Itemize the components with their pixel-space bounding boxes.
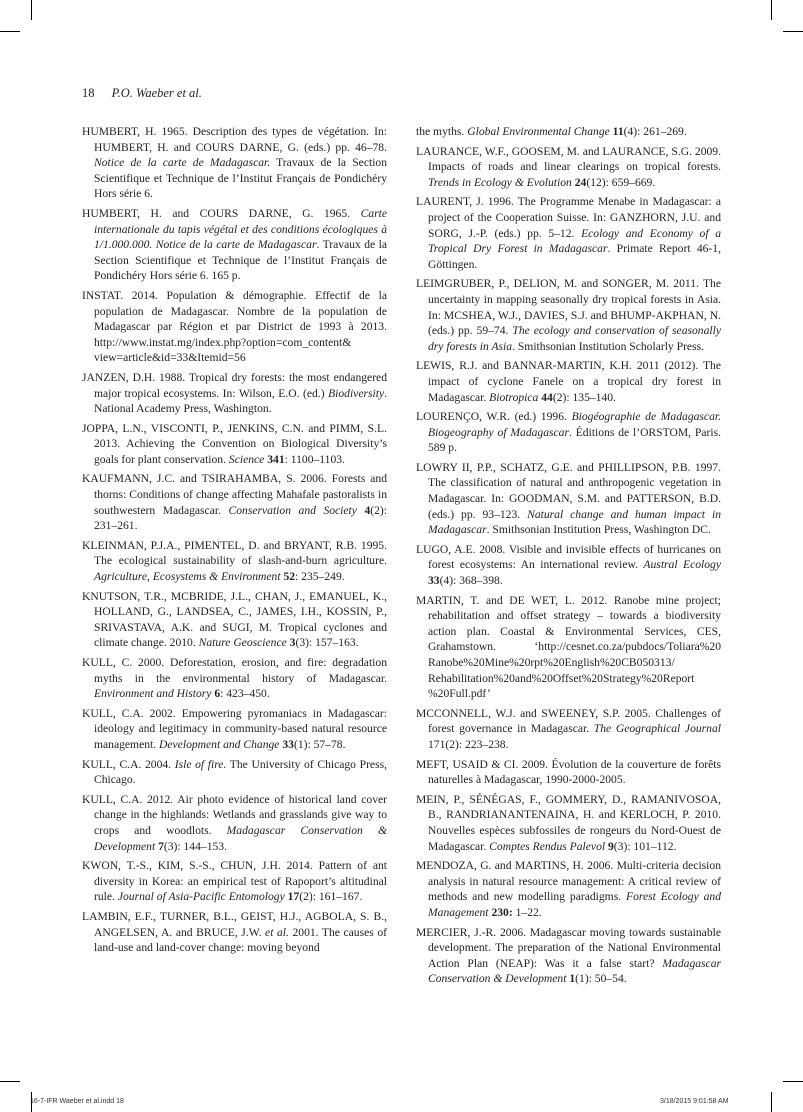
reference-title: Natural change and human impact in Madagascar (428, 507, 721, 537)
reference-entry (82, 589, 387, 651)
reference-text: LAURENT, J. 1996. The Programme Menabe in Madagascar: a project of the Cooperation Suisse. In: GANZHORN, J.U. and SORG, J.-P. (eds.) pp. 5–12. (416, 195, 721, 240)
footer-file: 16-7-IFR Waeber et al.indd 18 (30, 1098, 124, 1105)
reference-text: . Smithsonian Institution Scholarly Press. (512, 339, 705, 353)
reference-volume: 3 (289, 636, 296, 650)
reference-volume: 33 (282, 737, 294, 751)
reference-text: (3): 157–163. (295, 636, 359, 650)
reference-text: KULL, C.A. 2004. (82, 757, 175, 771)
references-left-column (82, 124, 387, 960)
crop-mark (0, 31, 20, 32)
reference-text: LOWRY II, P.P., SCHATZ, G.E. and PHILLIPSON, P.B. 1997. The classification of natural and anthropogenic vegetation in Madagascar. In: GOODMAN, S.M. and PATTERSON, B.D. (eds.) pp. 93–123. (416, 460, 721, 521)
reference-text: LUGO, A.E. 2008. Visible and invisible effects of hurricanes on forest ecosystems: An international review. (416, 542, 721, 572)
reference-text: JOPPA, L.N., VISCONTI, P., JENKINS, C.N. and PIMM, S.L. 2013. Achieving the Convention on Biological Diversity’s goals for plant conservation. (82, 421, 387, 466)
reference-volume: 230: (491, 905, 513, 919)
reference-entry (416, 358, 721, 405)
reference-entry (82, 706, 387, 753)
reference-text: (4): 261–269. (623, 125, 687, 138)
reference-title: Agriculture, Ecosystems & Environment (94, 570, 281, 584)
reference-text: (1): 57–78. (293, 737, 346, 751)
reference-title: Madagascar Conservation & Development (428, 956, 721, 986)
reference-text: KULL, C.A. 2002. Empowering pyromaniacs in Madagascar: ideology and legitimacy in community-based natural resource management. (82, 706, 387, 751)
reference-text: 1–22. (512, 905, 542, 919)
reference-text: LEIMGRUBER, P., DELION, M. and SONGER, M. 2011. The uncertainty in mapping seasonally dry tropical forests in Asia. In: MCSHEA, W.J., DAVIES, S.J. and BHUMP-AKPHAN, N. (eds.) pp. 59–74. (416, 277, 721, 338)
reference-volume: 1 (569, 972, 576, 986)
reference-entry (416, 124, 721, 140)
running-authors: P.O. Waeber et al. (111, 86, 202, 100)
reference-volume: 341 (267, 452, 285, 466)
crop-mark (783, 1081, 803, 1082)
reference-title: Comptes Rendus Palevol (489, 839, 606, 853)
reference-text: KLEINMAN, P.J.A., PIMENTEL, D. and BRYANT, R.B. 1995. The ecological sustainability of slash-and-burn agriculture. (82, 538, 387, 568)
reference-text: KULL, C.A. 2012. Air photo evidence of historical land cover change in the highlands: Wetlands and grasslands give way to crops and woodlots. (82, 792, 387, 837)
reference-entry (82, 471, 387, 533)
reference-text: MERCIER, J.-R. 2006. Madagascar moving towards sustainable development. The preparation of the National Environmental Action Plan (NEAP): Was it a false start? (416, 925, 721, 970)
reference-title: The Geographical Journal (593, 722, 721, 736)
reference-volume: 44 (541, 390, 553, 404)
reference-entry (82, 858, 387, 905)
reference-text: INSTAT. 2014. Population & démographie. Effectif de la population de Madagascar. Nombre de la population de Madagascar par Région et par District de 1993 à 2013. http://www.instat.mg/index.php?option=com_content& view=article&id=33&Itemid=56 (82, 288, 387, 365)
reference-entry (416, 593, 721, 702)
reference-text: : 235–249. (295, 570, 345, 584)
reference-text: (1): 50–54. (575, 972, 627, 986)
reference-text: LAMBIN, E.F., TURNER, B.L., GEIST, H.J., AGBOLA, S. B., ANGELSEN, A. and BRUCE, J.W. (82, 909, 387, 939)
reference-volume: 6 (214, 687, 221, 701)
reference-text: HUMBERT, H. 1965. Description des types de végétation. In: HUMBERT, H. and COURS DARNE, G. (eds.) pp. 46–78. (82, 125, 387, 154)
footer-timestamp: 3/18/2015 9:01:58 AM (660, 1098, 729, 1105)
reference-title: Science (228, 452, 265, 466)
reference-text: MEIN, P., SÉNÉGAS, F., GOMMERY, D., RAMANIVOSOA, B., RANDRIANANTENAINA, H. and KERLOCH, P. 2010. Nouvelles espèces subfossiles de rongeurs du Nord-Ouest de Madagascar. (416, 792, 721, 853)
reference-text: KWON, T.-S., KIM, S.-S., CHUN, J.H. 2014. Pattern of ant diversity in Korea: an empirical test of Rapoport’s altitudinal rule. (82, 859, 387, 904)
reference-volume: 9 (608, 839, 614, 853)
reference-text: . Travaux de la Section Scientifique et Technique de l’Institut Français de Pondichéry Hors série 6. 165 p. (94, 238, 387, 283)
page-number: 18 (82, 86, 95, 100)
reference-volume: 17 (287, 890, 300, 904)
reference-text: KULL, C. 2000. Deforestation, erosion, and fire: degradation myths in the environmental history of Madagascar. (82, 656, 387, 685)
reference-title: Development and Change (159, 737, 280, 751)
reference-entry (416, 460, 721, 538)
reference-text: : 1100–1103. (284, 452, 345, 466)
reference-volume: 33 (428, 574, 440, 588)
reference-volume: 11 (612, 125, 624, 138)
reference-text: LAURANCE, W.F., GOOSEM, M. and LAURANCE, S.G. 2009. Impacts of roads and linear clearings on tropical forests. (416, 144, 721, 174)
reference-title: Trends in Ecology & Evolution (428, 175, 572, 189)
reference-title: Conservation and Society (228, 503, 357, 517)
reference-text: (2): 135–140. (552, 390, 616, 404)
reference-entry (82, 370, 387, 417)
reference-text: (2): 231–261. (94, 503, 387, 533)
reference-text: (12): 659–669. (586, 175, 656, 189)
reference-text: . Éditions de l’ORSTOM, Paris. 589 p. (428, 425, 721, 455)
reference-entry (416, 542, 721, 589)
reference-text: : 423–450. (220, 687, 270, 701)
references-right-column (416, 124, 721, 991)
reference-entry (82, 792, 387, 854)
reference-text: MCCONNELL, W.J. and SWEENEY, S.P. 2005. Challenges of forest governance in Madagascar. (416, 706, 721, 736)
crop-mark (0, 1081, 20, 1082)
reference-text: MENDOZA, G. and MARTINS, H. 2006. Multi-criteria decision analysis in natural resource management: A critical review of methods and new modelling paradigms. (416, 859, 721, 904)
reference-text: (3): 144–153. (163, 839, 227, 853)
reference-volume: 24 (574, 175, 587, 189)
reference-text: KAUFMANN, J.C. and TSIRAHAMBA, S. 2006. Forests and thorns: Conditions of change affecting Mahafale pastoralists in southwestern Madagascar. (82, 472, 387, 517)
reference-entry (416, 144, 721, 191)
reference-entry (82, 757, 387, 788)
reference-title: Madagascar Conservation & Development (94, 823, 387, 853)
reference-text: (3): 101–112. (613, 839, 677, 853)
reference-title: Forest Ecology and Management (428, 890, 721, 919)
crop-mark (771, 0, 772, 20)
reference-entry (82, 538, 387, 585)
reference-text: MEFT, USAID & CI. 2009. Évolution de la couverture de forêts naturelles à Madagascar, 1990-2000-2005. (416, 757, 721, 787)
reference-entry (416, 706, 721, 753)
reference-text: KNUTSON, T.R., MCBRIDE, J.L., CHAN, J., EMANUEL, K., HOLLAND, G., LANDSEA, C., JAMES, I.H., KOSSIN, P., SRIVASTAVA, A.K. and SUGI, M. Tropical cyclones and climate change. 2010. (82, 589, 387, 650)
reference-title: et al. (265, 925, 289, 939)
reference-entry (82, 655, 387, 702)
reference-entry (82, 421, 387, 468)
reference-entry (416, 925, 721, 987)
reference-text: . Primate Report 46-1, Göttingen. (428, 242, 721, 271)
reference-volume: 4 (364, 503, 371, 517)
reference-entry (416, 858, 721, 920)
reference-title: Nature Geoscience (198, 636, 287, 650)
reference-title: Biogéographie de Madagascar. Biogeography of Madagascar (428, 410, 721, 439)
reference-text: (2): 161–167. (299, 890, 363, 904)
reference-text: Travaux de la Section Scientifique et Technique de l’Institut Français de Pondichéry Hors série 6. (94, 156, 388, 201)
reference-title: Environment and History (94, 687, 212, 701)
reference-title: Journal of Asia-Pacific Entomology (117, 890, 285, 904)
reference-volume: 52 (283, 570, 296, 584)
reference-title: Austral Ecology (643, 558, 721, 572)
reference-entry (82, 909, 387, 956)
reference-title: Notice de la carte de Madagascar. (94, 156, 271, 170)
reference-entry (416, 757, 721, 788)
reference-text: 171(2): 223–238. (428, 737, 509, 751)
reference-entry (416, 792, 721, 854)
crop-mark (31, 0, 32, 20)
reference-text: LEWIS, R.J. and BANNAR-MARTIN, K.H. 2011 (2012). The impact of cyclone Fanele on a tropical dry forest in Madagascar. (416, 359, 721, 404)
crop-mark (771, 1092, 772, 1112)
reference-entry (416, 194, 721, 272)
reference-text: JANZEN, D.H. 1988. Tropical dry forests: the most endangered major tropical ecosystems. In: Wilson, E.O. (ed.) (82, 370, 387, 400)
reference-text: MARTIN, T. and DE WET, L. 2012. Ranobe mine project; rehabilitation and offset strategy – towards a biodiversity action plan. Coastal & Environmental Services, CES, Grahamstown. ‘http://cesnet.co.za/pubdocs/Toliara%20 Ranobe%20Mine%20rpt%20English%20CB050313/ Rehabilitation%20and%20Offset%20Strategy%20Report %20Full.pdf’ (416, 593, 721, 701)
reference-title: Biotropica (489, 390, 539, 404)
reference-title: Ecology and Economy of a Tropical Dry Forest in Madagascar (428, 226, 721, 256)
crop-mark (783, 31, 803, 32)
reference-entry (416, 276, 721, 354)
reference-title: Carte internationale du tapis végétal et des conditions écologiques à 1/1.000.000. Notice de la carte de Madagascar (94, 206, 387, 252)
reference-text: . Smithsonian Institution Press, Washington DC. (486, 523, 711, 537)
reference-text: LOURENÇO, W.R. (ed.) 1996. (416, 410, 572, 424)
reference-title: Isle of fire. (174, 757, 227, 771)
reference-text: HUMBERT, H. and COURS DARNE, G. 1965. (82, 206, 361, 220)
reference-entry (416, 409, 721, 456)
reference-entry (82, 124, 387, 202)
reference-entry (82, 206, 387, 284)
reference-text: the myths. (416, 125, 468, 138)
reference-volume: 7 (158, 839, 164, 853)
reference-title: Global Environmental Change (467, 125, 610, 138)
running-header (82, 86, 202, 101)
reference-text: (4): 368–398. (439, 574, 503, 588)
reference-entry (82, 288, 387, 366)
reference-title: Biodiversity (328, 386, 385, 400)
reference-text: . National Academy Press, Washington. (94, 386, 387, 416)
reference-text: 2001. The causes of land-use and land-cover change: moving beyond (94, 925, 387, 955)
reference-title: The ecology and conservation of seasonally dry forests in Asia (428, 324, 721, 353)
reference-text: The University of Chicago Press, Chicago. (94, 757, 388, 787)
